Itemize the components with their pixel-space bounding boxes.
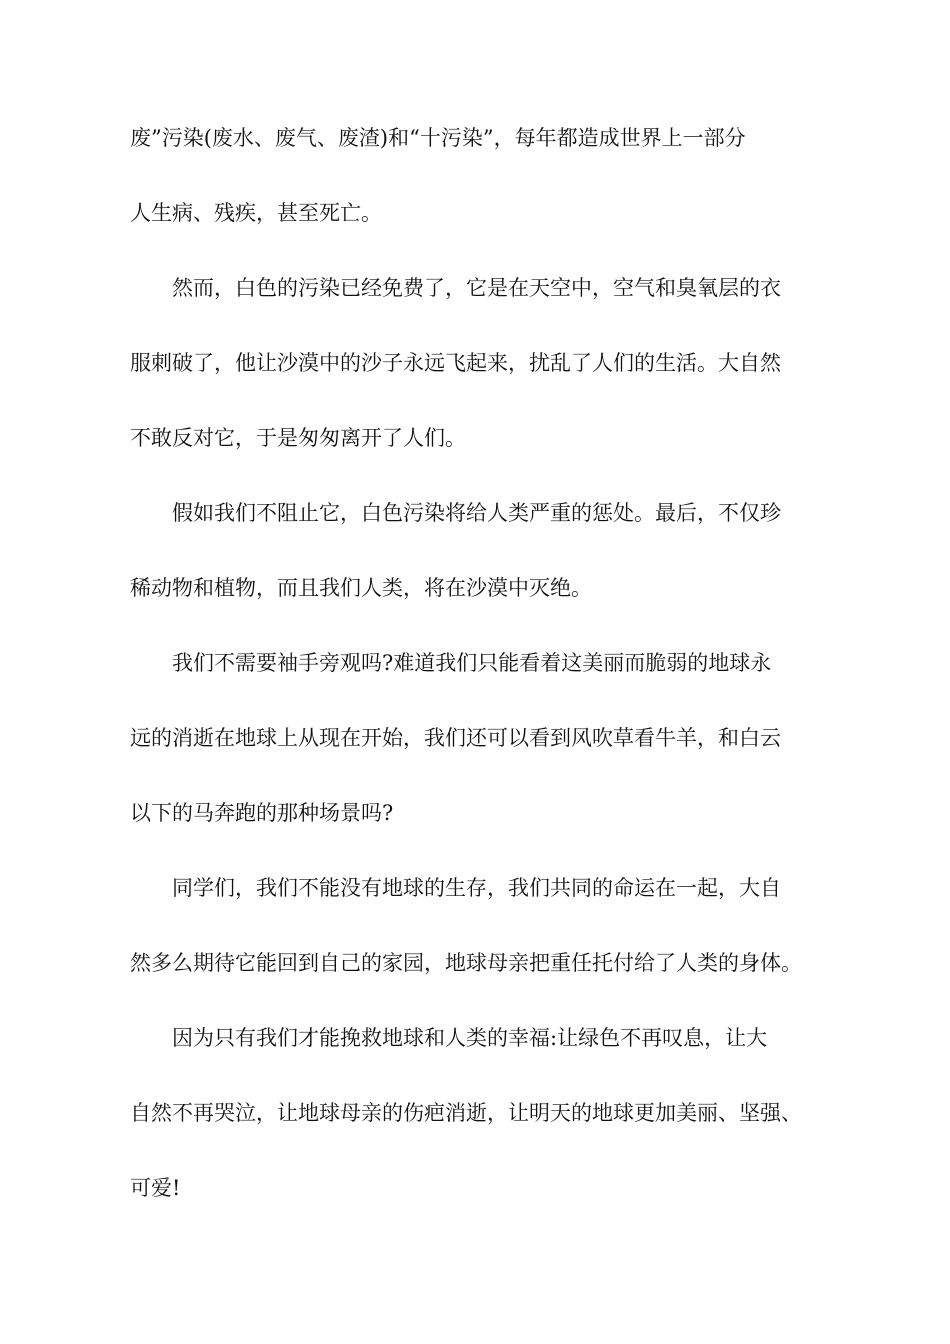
paragraph-start-line: 因为只有我们才能挽救地球和人类的幸福:让绿色不再叹息，让大 bbox=[172, 1026, 768, 1050]
text-line: 以下的马奔跑的那种场景吗? bbox=[130, 801, 394, 825]
paragraph-start-line: 我们不需要袖手旁观吗?难道我们只能看着这美丽而脆弱的地球永 bbox=[172, 651, 772, 675]
text-line: 远的消逝在地球上从现在开始，我们还可以看到风吹草看牛羊，和白云 bbox=[130, 726, 781, 750]
text-line: 不敢反对它，于是匆匆离开了人们。 bbox=[130, 426, 466, 450]
text-line: 可爱! bbox=[130, 1176, 181, 1200]
text-line: 自然不再哭泣，让地球母亲的伤疤消逝，让明天的地球更加美丽、坚强、 bbox=[130, 1101, 802, 1125]
paragraph-start-line: 假如我们不阻止它，白色污染将给人类严重的惩处。最后，不仅珍 bbox=[172, 501, 781, 525]
text-line: 然多么期待它能回到自己的家园，地球母亲把重任托付给了人类的身体。 bbox=[130, 951, 802, 975]
paragraph-start-line: 然而，白色的污染已经免费了，它是在天空中，空气和臭氧层的衣 bbox=[172, 276, 781, 300]
text-line: 废”污染(废水、废气、废渣)和“十污染”，每年都造成世界上一部分 bbox=[130, 126, 746, 150]
text-line: 人生病、残疾，甚至死亡。 bbox=[130, 201, 382, 225]
text-line: 稀动物和植物，而且我们人类，将在沙漠中灭绝。 bbox=[130, 576, 592, 600]
text-line: 服刺破了，他让沙漠中的沙子永远飞起来，扰乱了人们的生活。大自然 bbox=[130, 351, 781, 375]
paragraph-start-line: 同学们，我们不能没有地球的生存，我们共同的命运在一起，大自 bbox=[172, 876, 781, 900]
